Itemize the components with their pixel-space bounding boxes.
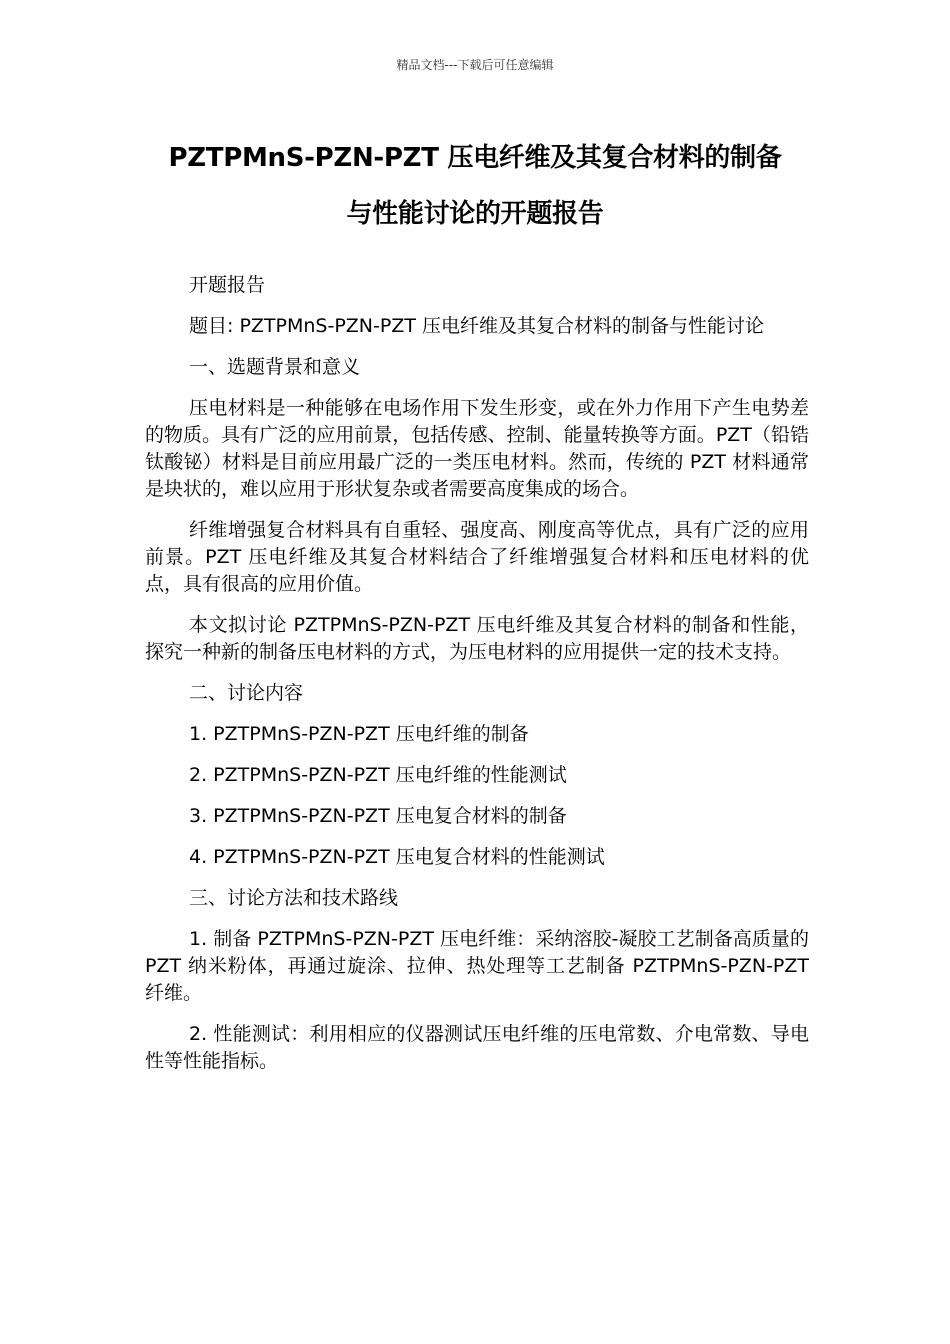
paragraph-fiber-composites: 纤维增强复合材料具有自重轻、强度高、刚度高等优点，具有广泛的应用前景。PZT 压电纤维及其复合材料结合了纤维增强复合材料和压电材料的优点，具有很高的应用价值。 — [145, 519, 809, 595]
topic-line: 题目: PZTPMnS-PZN-PZT 压电纤维及其复合材料的制备与性能讨论 — [189, 315, 764, 337]
paragraph-piezo-materials: 压电材料是一种能够在电场作用下发生形变，或在外力作用下产生电势差的物质。具有广泛的应用前景，包括传感、控制、能量转换等方面。PZT（铅锆钛酸铋）材料是目前应用最广泛的一类压电材料。然而，传统的 PZT 材料通常是块状的，难以应用于形状复杂或者需要高度集成的场合。 — [145, 397, 809, 500]
list-item-content-3: 3. PZTPMnS-PZN-PZT 压电复合材料的制备 — [189, 805, 567, 827]
document-body — [145, 272, 809, 1089]
list-item-method-1: 1. 制备 PZTPMnS-PZN-PZT 压电纤维：采纳溶胶-凝胶工艺制备高质量的 PZT 纳米粉体，再通过旋涂、拉伸、热处理等工艺制备 PZTPMnS-PZN-PZT 纤维。 — [145, 928, 809, 1004]
section-label-report: 开题报告 — [189, 274, 266, 296]
document-title — [120, 130, 830, 242]
document-title-line-1: PZTPMnS-PZN-PZT 压电纤维及其复合材料的制备 — [168, 143, 782, 173]
section-heading-background: 一、选题背景和意义 — [189, 356, 361, 378]
page-header: 精品文档---下载后可任意编辑 — [396, 58, 554, 72]
section-heading-methods: 三、讨论方法和技术路线 — [189, 887, 399, 909]
paragraph-research-aim: 本文拟讨论 PZTPMnS-PZN-PZT 压电纤维及其复合材料的制备和性能，探究一种新的制备压电材料的方式，为压电材料的应用提供一定的技术支持。 — [145, 614, 809, 663]
list-item-content-4: 4. PZTPMnS-PZN-PZT 压电复合材料的性能测试 — [189, 846, 605, 868]
list-item-content-1: 1. PZTPMnS-PZN-PZT 压电纤维的制备 — [189, 723, 529, 745]
list-item-method-2: 2. 性能测试：利用相应的仪器测试压电纤维的压电常数、介电常数、导电性等性能指标。 — [145, 1023, 809, 1072]
section-heading-content: 二、讨论内容 — [189, 682, 304, 704]
list-item-content-2: 2. PZTPMnS-PZN-PZT 压电纤维的性能测试 — [189, 764, 567, 786]
document-title-line-2: 与性能讨论的开题报告 — [346, 199, 604, 229]
